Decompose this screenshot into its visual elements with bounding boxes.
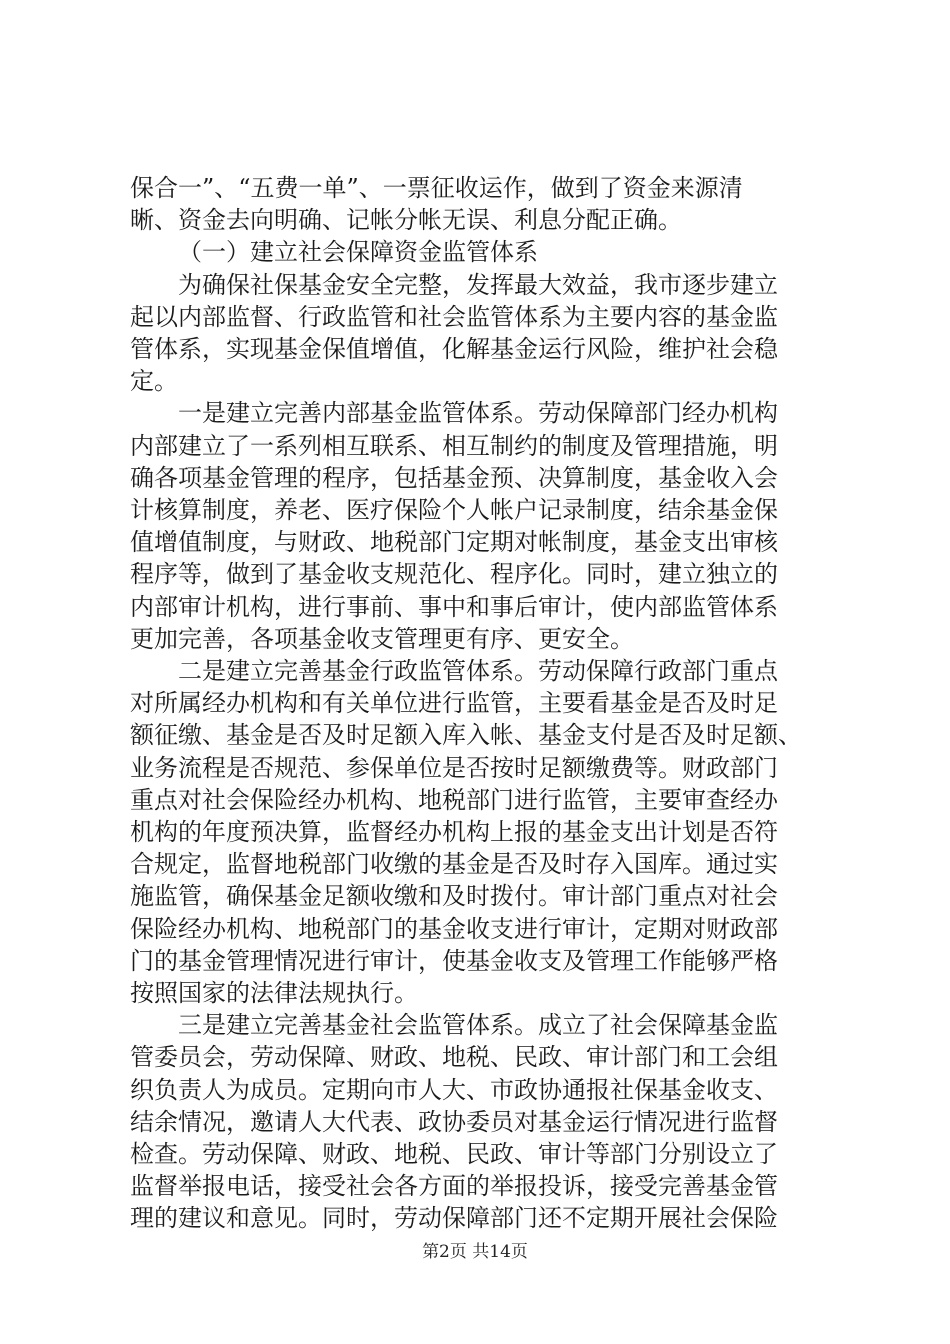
text-line: 程序等，做到了基金收支规范化、程序化。同时，建立独立的	[130, 560, 778, 589]
text-line: 确各项基金管理的程序，包括基金预、决算制度，基金收入会	[130, 463, 778, 492]
text-line: 门的基金管理情况进行审计，使基金收支及管理工作能够严格	[130, 946, 778, 975]
text-line: 织负责人为成员。定期向市人大、市政协通报社保基金收支、	[130, 1075, 778, 1104]
text-line: 定。	[130, 367, 178, 396]
text-line: 计核算制度，养老、医疗保险个人帐户记录制度，结余基金保	[130, 496, 778, 524]
text-line: 额征缴、基金是否及时足额入库入帐、基金支付是否及时足额、	[130, 721, 802, 750]
text-line: 对所属经办机构和有关单位进行监管，主要看基金是否及时足	[130, 689, 778, 718]
text-line: 机构的年度预决算，监督经办机构上报的基金支出计划是否符	[130, 818, 778, 846]
text-line: 起以内部监督、行政监管和社会监管体系为主要内容的基金监	[130, 302, 778, 331]
text-line: 保合一”、“五费一单”、一票征收运作，做到了资金来源清	[130, 174, 743, 202]
text-line: 重点对社会保险经办机构、地税部门进行监管，主要审查经办	[130, 785, 778, 814]
text-line: 为确保社保基金安全完整，发挥最大效益，我市逐步建立	[178, 270, 778, 299]
text-line: 管体系，实现基金保值增值，化解基金运行风险，维护社会稳	[130, 335, 778, 363]
text-line: 施监管，确保基金足额收缴和及时拨付。审计部门重点对社会	[130, 882, 778, 911]
text-line: 管委员会，劳动保障、财政、地税、民政、审计部门和工会组	[130, 1043, 778, 1072]
text-line: （一）建立社会保障资金监管体系	[178, 238, 538, 267]
text-line: 结余情况，邀请人大代表、政协委员对基金运行情况进行监督	[130, 1107, 778, 1136]
text-line: 二是建立完善基金行政监管体系。劳动保障行政部门重点	[178, 657, 778, 685]
text-line: 更加完善，各项基金收支管理更有序、更安全。	[130, 624, 634, 653]
text-line: 内部审计机构，进行事前、事中和事后审计，使内部监管体系	[130, 592, 778, 621]
text-line: 保险经办机构、地税部门的基金收支进行审计，定期对财政部	[130, 914, 778, 943]
text-line: 理的建议和意见。同时，劳动保障部门还不定期开展社会保险	[130, 1204, 778, 1233]
text-line: 合规定，监督地税部门收缴的基金是否及时存入国库。通过实	[130, 850, 778, 879]
text-line: 业务流程是否规范、参保单位是否按时足额缴费等。财政部门	[130, 753, 778, 782]
text-line: 一是建立完善内部基金监管体系。劳动保障部门经办机构	[178, 399, 778, 428]
text-line: 晰、资金去向明确、记帐分帐无误、利息分配正确。	[130, 206, 682, 235]
text-line: 检查。劳动保障、财政、地税、民政、审计等部门分别设立了	[130, 1140, 778, 1168]
text-line: 按照国家的法律法规执行。	[130, 979, 418, 1007]
text-line: 三是建立完善基金社会监管体系。成立了社会保障基金监	[178, 1011, 778, 1040]
text-line: 值增值制度，与财政、地税部门定期对帐制度，基金支出审核	[130, 528, 778, 557]
page-footer: 第2页 共14页	[422, 1242, 528, 1262]
text-line: 内部建立了一系列相互联系、相互制约的制度及管理措施，明	[130, 431, 778, 460]
text-line: 监督举报电话，接受社会各方面的举报投诉，接受完善基金管	[130, 1172, 778, 1201]
